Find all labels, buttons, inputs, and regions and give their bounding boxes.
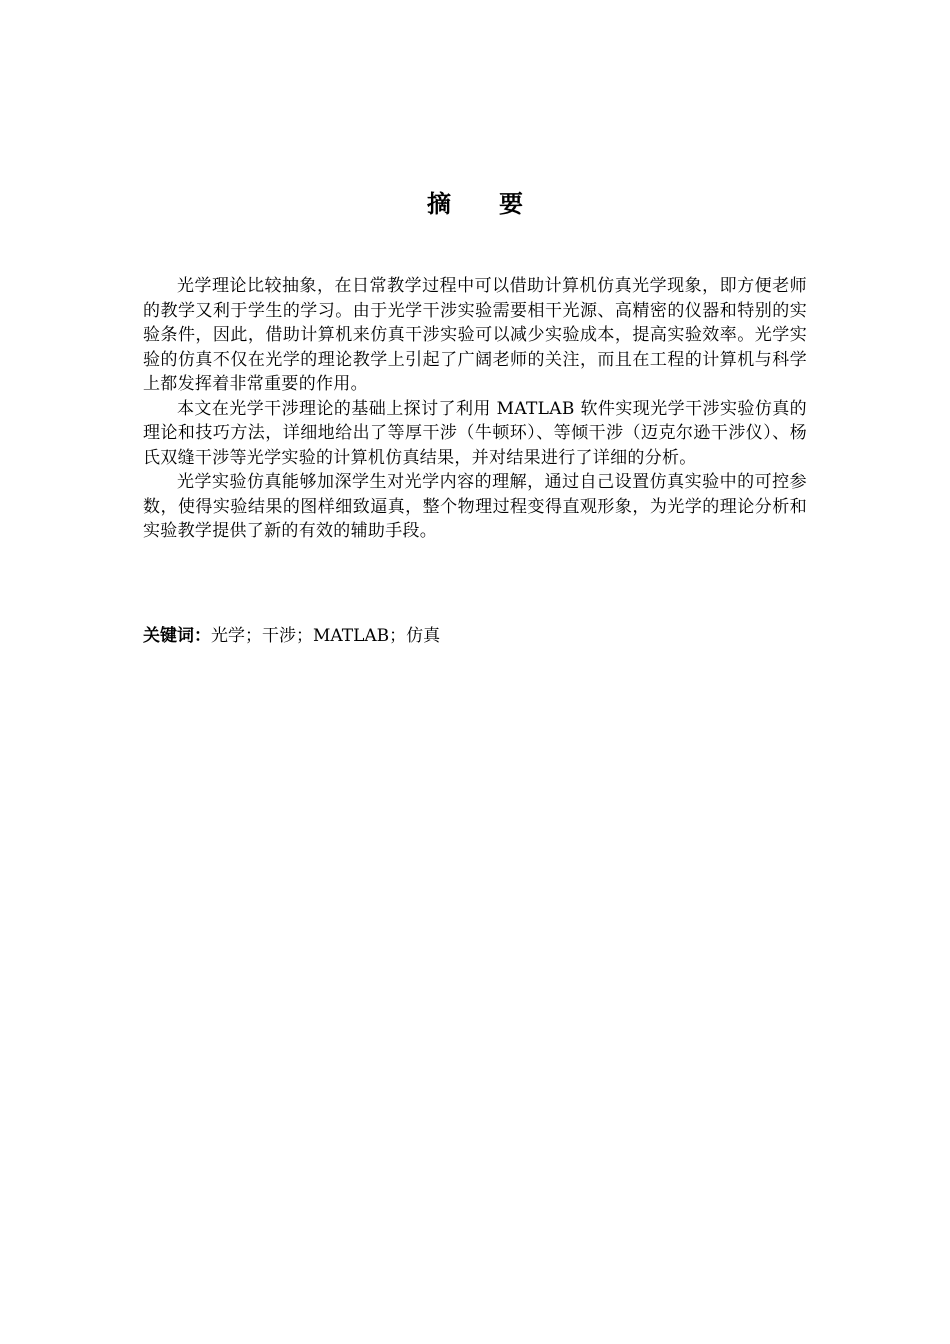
abstract-paragraph-2: 本文在光学干涉理论的基础上探讨了利用 MATLAB 软件实现光学干涉实验仿真的理论和技巧方法，详细地给出了等厚干涉（牛顿环）、等倾干涉（迈克尔逊干涉仪）、杨氏双缝干涉等光学实验的计算机仿真结果，并对结果进行了详细的分析。 bbox=[143, 398, 807, 468]
title-char-2: 要 bbox=[499, 190, 523, 218]
abstract-title bbox=[0, 186, 950, 222]
abstract-body bbox=[143, 274, 807, 544]
keywords-text: 光学；干涉；MATLAB；仿真 bbox=[211, 626, 441, 646]
abstract-paragraph-1: 光学理论比较抽象，在日常教学过程中可以借助计算机仿真光学现象，即方便老师的教学又利于学生的学习。由于光学干涉实验需要相干光源、高精密的仪器和特别的实验条件，因此，借助计算机来仿真干涉实验可以减少实验成本，提高实验效率。光学实验的仿真不仅在光学的理论教学上引起了广阔老师的关注，而且在工程的计算机与科学上都发挥着非常重要的作用。 bbox=[143, 276, 807, 394]
abstract-paragraph-3: 光学实验仿真能够加深学生对光学内容的理解，通过自己设置仿真实验中的可控参数，使得实验结果的图样细致逼真，整个物理过程变得直观形象，为光学的理论分析和实验教学提供了新的有效的辅助手段。 bbox=[143, 472, 807, 541]
keywords-label: 关键词： bbox=[143, 626, 211, 646]
title-char-1: 摘 bbox=[427, 190, 451, 218]
keywords-line bbox=[143, 624, 807, 648]
